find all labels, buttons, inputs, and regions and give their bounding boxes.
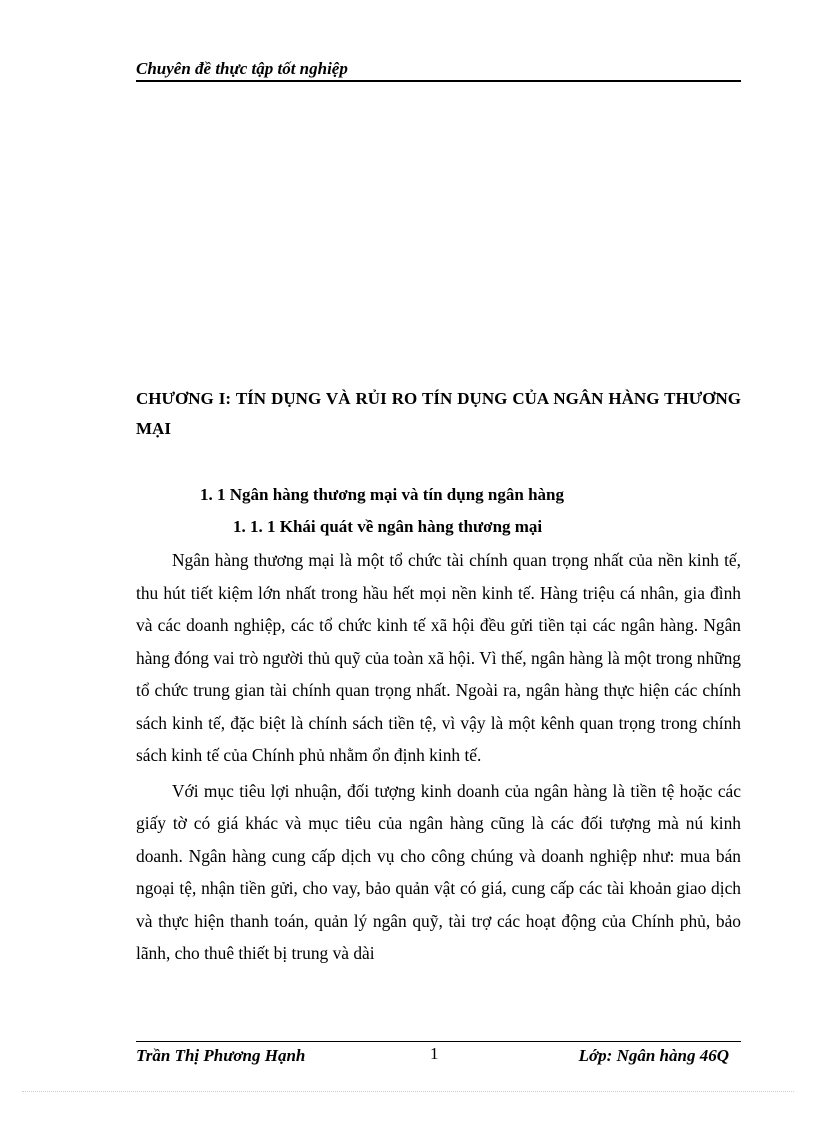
section-heading: 1. 1 Ngân hàng thương mại và tín dụng ngân hàng	[200, 485, 564, 504]
paragraph-2: Với mục tiêu lợi nhuận, đối tượng kinh doanh của ngân hàng là tiền tệ hoặc các giấy tờ có giá khác và mục tiêu của ngân hàng cũng là các đối tượng mà nú kinh doanh. Ngân hàng cung cấp dịch vụ cho công chúng và doanh nghiệp như: mua bán ngoại tệ, nhận tiền gửi, cho vay, bảo quản vật có giá, cung cấp các tài khoản giao dịch và thực hiện thanh toán, quản lý ngân quỹ, tài trợ các hoạt động của Chính phủ, bảo lãnh, cho thuê thiết bị trung và dài	[136, 780, 741, 963]
page-number: 1	[430, 1044, 439, 1063]
page-edge-divider	[22, 1091, 794, 1092]
page-header	[136, 58, 741, 82]
header-title: Chuyên đề thực tập tốt nghiệp	[136, 59, 348, 78]
body-text	[136, 544, 741, 970]
footer-author: Trần Thị Phương Hạnh	[136, 1046, 306, 1065]
page-footer	[136, 1041, 741, 1072]
chapter-title: CHƯƠNG I: TÍN DỤNG VÀ RỦI RO TÍN DỤNG CỦA NGÂN HÀNG THƯƠNG MẠI	[136, 389, 741, 438]
subsection-heading: 1. 1. 1 Khái quát về ngân hàng thương mại	[233, 517, 543, 536]
paragraph-1: Ngân hàng thương mại là một tổ chức tài chính quan trọng nhất của nền kinh tế, thu hút tiết kiệm lớn nhất trong hầu hết mọi nền kinh tế. Hàng triệu cá nhân, gia đình và các doanh nghiệp, các tổ chức kinh tế xã hội đều gửi tiền tại các ngân hàng. Ngân hàng đóng vai trò người thủ quỹ của toàn xã hội. Vì thế, ngân hàng là một trong những tổ chức trung gian tài chính quan trọng nhất. Ngoài ra, ngân hàng thực hiện các chính sách kinh tế, đặc biệt là chính sách tiền tệ, vì vậy là một kênh quan trọng trong chính sách kinh tế của Chính phủ nhằm ổn định kinh tế.	[136, 550, 741, 765]
footer-class: Lớp: Ngân hàng 46Q	[578, 1046, 729, 1065]
